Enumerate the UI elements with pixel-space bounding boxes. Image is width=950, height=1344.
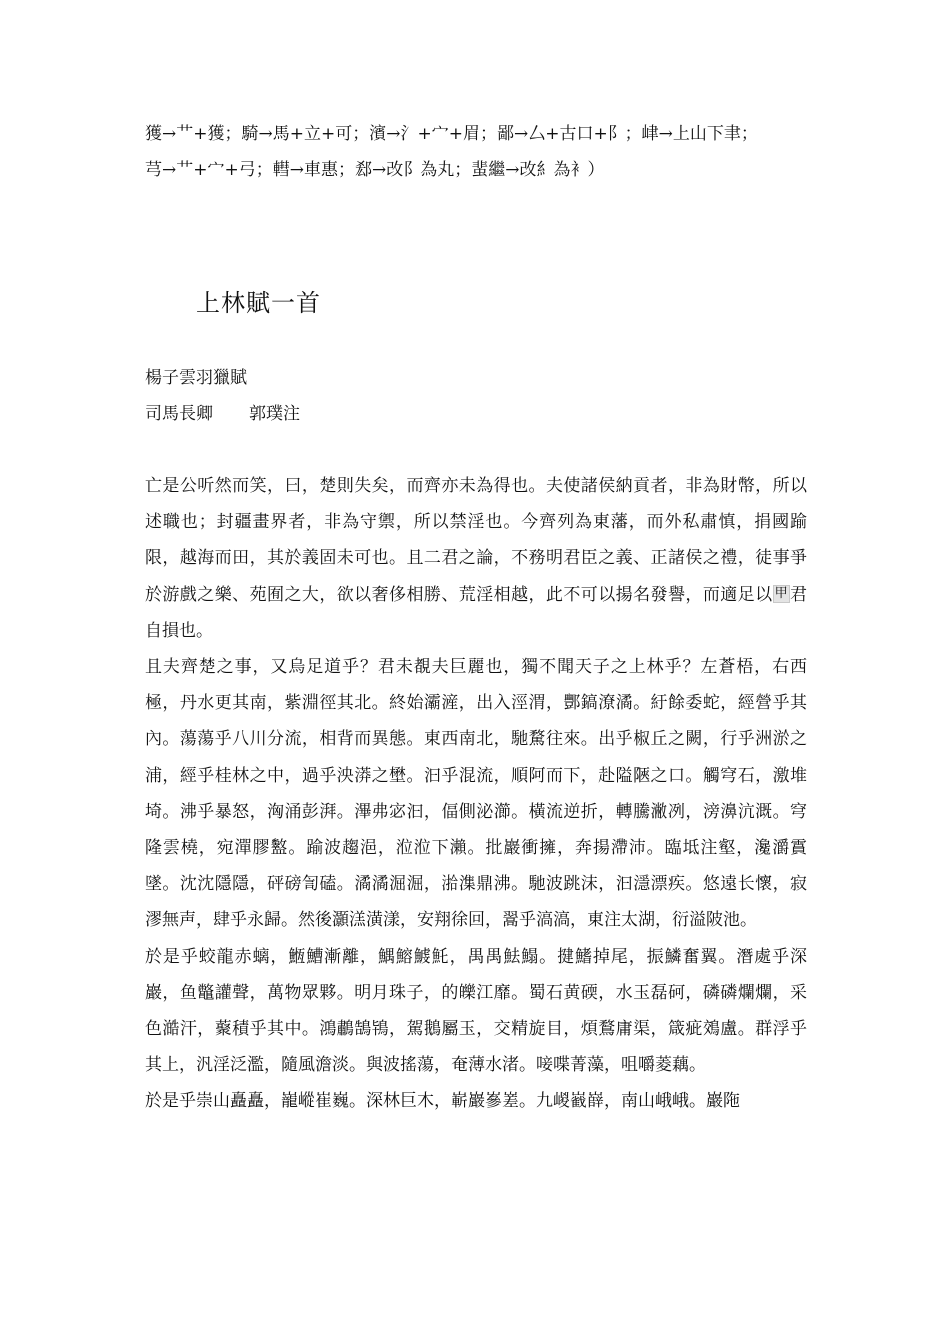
paragraph-1-text-b: 君自損也。 [145, 584, 808, 641]
paragraph-1-text-a: 亡是公听然而笑，曰，楚則失矣，而齊亦未為得也。夫使諸侯納貢者，非為財幣，所以述職也；封疆畫界者，非為守禦，所以禁淫也。今齊列為東藩，而外私肅慎，捐國踰限，越海而田，其於義固未可也。且二君之論，不務明君臣之義、正諸侯之禮，徒事爭於游戲之樂、苑囿之大，欲以奢侈相勝、荒淫相越，此不可以揚名發譽，而適足以 [145, 476, 807, 605]
paragraph-1 [145, 468, 807, 649]
commentator-name: 郭璞注 [249, 404, 300, 424]
paragraph-3: 於是乎蛟龍赤螭，䱭鰽漸離，鰅鰫鰬魠，禺禺魼鰨。揵鰭掉尾，振鱗奮翼。潛處乎深巖，鱼鼈讙聲，萬物眾夥。明月珠子，的皪江靡。蜀石黄碝，水玉磊砢，磷磷爛爛，采色澔汗，藂積乎其中。鴻鷫鵠鴇，駕鵝屬玉，交精旋目，煩鶩庸渠，箴疵鵁盧。群浮乎其上，汎淫泛濫，隨風澹淡。與波搖蕩，奄薄水渚。唼喋菁藻，咀嚼菱藕。 [145, 946, 807, 1076]
paragraph-2: 且夫齊楚之事，又烏足道乎？君未覩夫巨麗也，獨不聞天子之上林乎？左蒼梧，右西極，丹水更其南，紫淵徑其北。終始灞滻，出入涇渭，酆鎬潦潏。紆餘委蛇，經營乎其內。蕩蕩乎八川分流，相背而異態。東西南北，馳騖往來。出乎椒丘之闕，行乎洲淤之浦，經乎桂林之中，過乎泱漭之壄。汩乎混流，順阿而下，赴隘陿之口。觸穹石，激堆埼。沸乎暴怒，洶涌彭湃。滭弗宓汩，偪側泌瀄。橫流逆折，轉騰潎冽，滂濞沆溉。穹隆雲橈，宛潬膠盭。踰波趨浥，涖涖下瀨。批巖衝擁，奔揚滯沛。臨坻注壑，瀺灂霣墜。沈沈隱隱，砰磅訇磕。潏潏淈淈，湁潗鼎沸。馳波跳沫，汩濦漂疾。悠遠长懷，寂漻無声，肆乎永歸。然後灝溔潢漾，安翔徐回，翯乎滈滈，東注太湖，衍溢陂池。 [145, 657, 807, 931]
attribution [145, 360, 300, 432]
page-title: 上林賦一首 [196, 289, 321, 317]
author-line [145, 396, 300, 432]
related-work: 楊子雲羽獵賦 [145, 368, 247, 388]
notes-line-2: 芎→艹+宀+弓；轊→車惠；郄→改阝為丸；蜚繼→改糹為衤） [145, 160, 605, 180]
paragraph-4: 於是乎崇山矗矗，巃嵷崔巍。深林巨木，嶄巖嵾嵳。九嵕巀嶭，南山峨峨。巖陁 [145, 1091, 740, 1112]
comment-marker-icon[interactable]: 甲 [774, 585, 788, 601]
character-notes [145, 116, 825, 188]
author-name: 司馬長卿 [145, 404, 213, 424]
main-text [145, 468, 807, 1120]
notes-line-1: 獲→艹+獲；騎→馬+立+可；濱→氵+宀+眉；鄙→厶+古口+阝；峍→上山下聿； [145, 124, 758, 144]
